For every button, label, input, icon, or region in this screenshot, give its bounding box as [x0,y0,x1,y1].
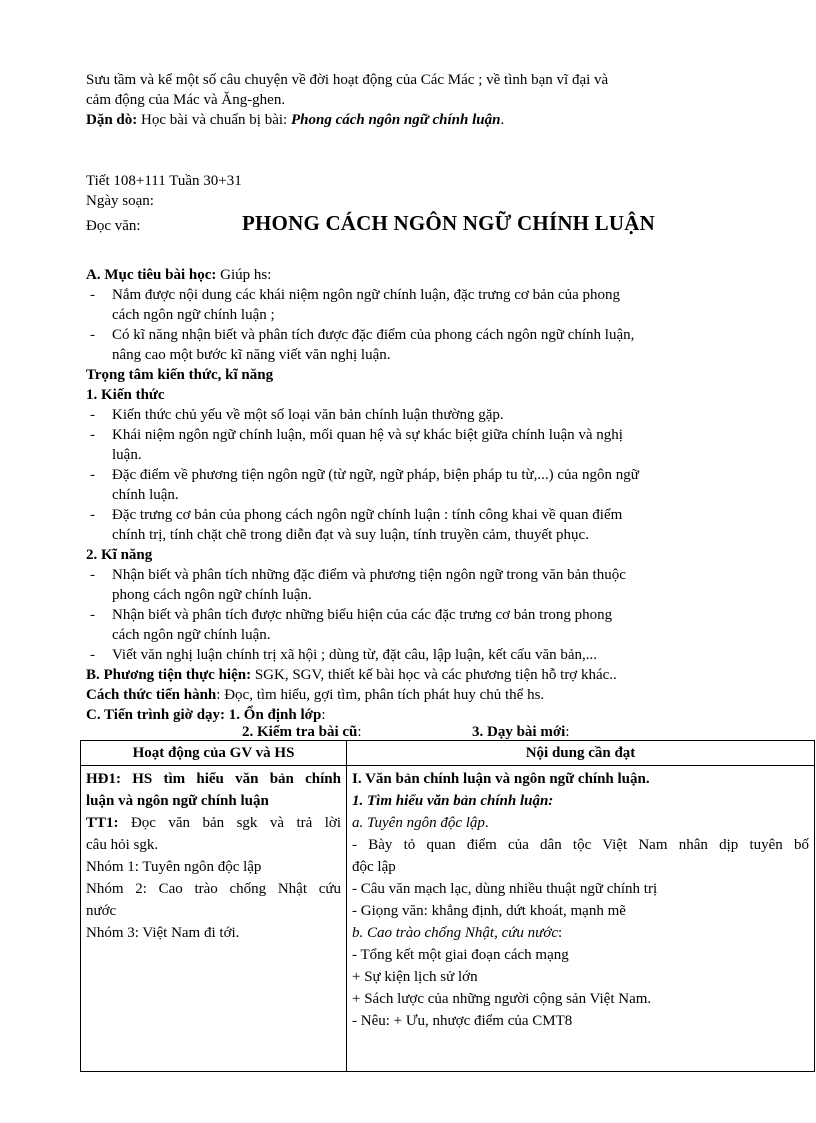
skill-3: Viết văn nghị luận chính trị xã hội ; dùng từ, đặt câu, lập luận, kết cấu văn bản,... [112,647,598,663]
skill-2-line-2: cách ngôn ngữ chính luận. [112,627,271,643]
method-line [86,685,544,705]
content-b4: - Nêu: + Ưu, nhược điểm của CMT8 [352,1013,573,1029]
homework-label: Dặn dò: [86,112,138,128]
tt1-line-1 [86,812,341,834]
section-c-label: C. Tiến trình giờ dạy: [86,707,226,723]
knowledge-1: Kiến thức chủ yếu về một số loại văn bản chính luận thường gặp. [112,407,504,423]
lesson-table [80,740,815,1072]
objective-1-line-1: Nắm được nội dung các khái niệm ngôn ngữ chính luận, đặc trưng cơ bản của phong [112,287,621,303]
tt1-label: TT1: [86,815,119,831]
group-1: Nhóm 1: Tuyên ngôn độc lập [86,859,262,875]
content-a-title [352,812,809,834]
content-heading-2: 1. Tìm hiểu văn bản chính luận: [352,793,554,809]
objective-2-line-1: Có kĩ năng nhận biết và phân tích được đặc điểm của phong cách ngôn ngữ chính luận, [112,327,635,343]
knowledge-4-line-2: chính trị, tính chặt chẽ trong diễn đạt và suy luận, tính truyền cảm, thuyết phục. [112,527,589,543]
method-label: Cách thức tiến hành [86,687,217,703]
homework-line [86,110,504,130]
knowledge-2-line-2: luận. [112,447,142,463]
tt1-line-2: câu hỏi sgk. [86,837,159,853]
bullet-dash: - [90,607,95,623]
knowledge-2-line-1: Khái niệm ngôn ngữ chính luận, mối quan hệ và sự khác biệt giữa chính luận và nghị [112,427,623,443]
prep-date: Ngày soạn: [86,193,154,209]
section-b-label: B. Phương tiện thực hiện: [86,667,252,683]
intro-line-1: Sưu tầm và kể một số câu chuyện về đời hoạt động của Các Mác ; về tình bạn vĩ đại và [86,72,609,88]
hd1-line-1: HĐ1: HS tìm hiểu văn bản chính [86,771,341,787]
table-header-row [81,741,815,766]
group-2-line-2: nước [86,903,117,919]
skill-1-line-2: phong cách ngôn ngữ chính luận. [112,587,312,603]
page-title: PHONG CÁCH NGÔN NGỮ CHÍNH LUẬN [242,211,655,235]
homework-end: . [500,112,505,128]
skill-1-line-1: Nhận biết và phân tích những đặc điểm và phương tiện ngôn ngữ trong văn bản thuộc [112,567,626,583]
content-b-title [352,922,809,944]
col-content-header: Nội dung cần đạt [347,741,815,766]
table-row [81,766,815,1072]
group-3: Nhóm 3: Việt Nam đi tới. [86,925,240,941]
section-b-text: SGK, SGV, thiết kế bài học và các phương tiện hỗ trợ khác.. [251,667,617,683]
homework-title: Phong cách ngôn ngữ chính luận [290,112,501,128]
step-3-line [472,722,569,742]
bullet-dash: - [90,647,95,663]
content-heading-1: I. Văn bản chính luận và ngôn ngữ chính luận. [352,771,650,787]
knowledge-3-line-1: Đặc điểm về phương tiện ngôn ngữ (từ ngữ, ngữ pháp, biện pháp tu từ,...) của ngôn ngữ [112,467,639,483]
method-text: : Đọc, tìm hiểu, gợi tìm, phân tích phát huy chủ thể hs. [216,687,545,703]
step-1-end: : [321,707,326,723]
content-a1-line-2: độc lập [352,859,396,875]
content-b-label: b. Cao trào chống Nhật, cứu nước [352,925,559,941]
bullet-dash: - [90,407,95,423]
objective-2-line-2: nâng cao một bước kĩ năng viết văn nghị luận. [112,347,391,363]
intro-line-2: cảm động của Mác và Ăng-ghen. [86,92,286,108]
step-1: 1. Ổn định lớp [225,707,322,723]
bullet-dash: - [90,507,95,523]
step-2-end: : [357,724,362,740]
activity-cell [81,766,347,1072]
content-b3: + Sách lược của những người cộng sản Việt Nam. [352,991,652,1007]
content-cell [347,766,815,1072]
tt1-text: Đọc văn bản sgk và trả lời [118,815,341,831]
bullet-dash: - [90,327,95,343]
content-b2: + Sự kiện lịch sử lớn [352,969,478,985]
content-a2: - Câu văn mạch lạc, dùng nhiều thuật ngữ chính trị [352,881,658,897]
lesson-period: Tiết 108+111 Tuần 30+31 [86,173,242,189]
step-3: 3. Dạy bài mới [472,724,566,740]
skills-heading: 2. Kĩ năng [86,547,153,563]
section-a-label: A. Mục tiêu bài học: [86,267,217,283]
section-a-text: Giúp hs: [216,267,272,283]
section-b-heading [86,665,617,685]
bullet-dash: - [90,287,95,303]
focus-heading: Trọng tâm kiến thức, kĩ năng [86,367,274,383]
bullet-dash: - [90,467,95,483]
homework-text: Học bài và chuẩn bị bài: [137,112,291,128]
bullet-dash: - [90,567,95,583]
hd1-line-2: luận và ngôn ngữ chính luận [86,793,269,809]
step-2-line [242,722,362,742]
group-2-line-1: Nhóm 2: Cao trào chống Nhật cứu [86,881,341,897]
knowledge-heading: 1. Kiến thức [86,387,165,403]
content-b1: - Tổng kết một giai đoạn cách mạng [352,947,569,963]
section-a-heading [86,265,271,285]
objective-1-line-2: cách ngôn ngữ chính luận ; [112,307,275,323]
content-a-label: a. Tuyên ngôn độc lập [352,815,485,831]
knowledge-3-line-2: chính luận. [112,487,179,503]
content-a3: - Giọng văn: khẳng định, dứt khoát, mạnh mẽ [352,903,626,919]
subject-label: Đọc văn: [86,218,141,234]
step-2: 2. Kiểm tra bài cũ [242,724,358,740]
content-a1-line-1: - Bày tỏ quan điểm của dân tộc Việt Nam nhân dịp tuyên bố [352,837,809,853]
bullet-dash: - [90,427,95,443]
step-3-end: : [565,724,570,740]
skill-2-line-1: Nhận biết và phân tích được những biểu hiện của các đặc trưng cơ bản trong phong [112,607,613,623]
knowledge-4-line-1: Đặc trưng cơ bản của phong cách ngôn ngữ chính luận : tính công khai về quan điểm [112,507,623,523]
content-b-end: : [558,925,563,941]
content-a-end: . [484,815,489,831]
col-activity-header: Hoạt động của GV và HS [81,741,347,766]
